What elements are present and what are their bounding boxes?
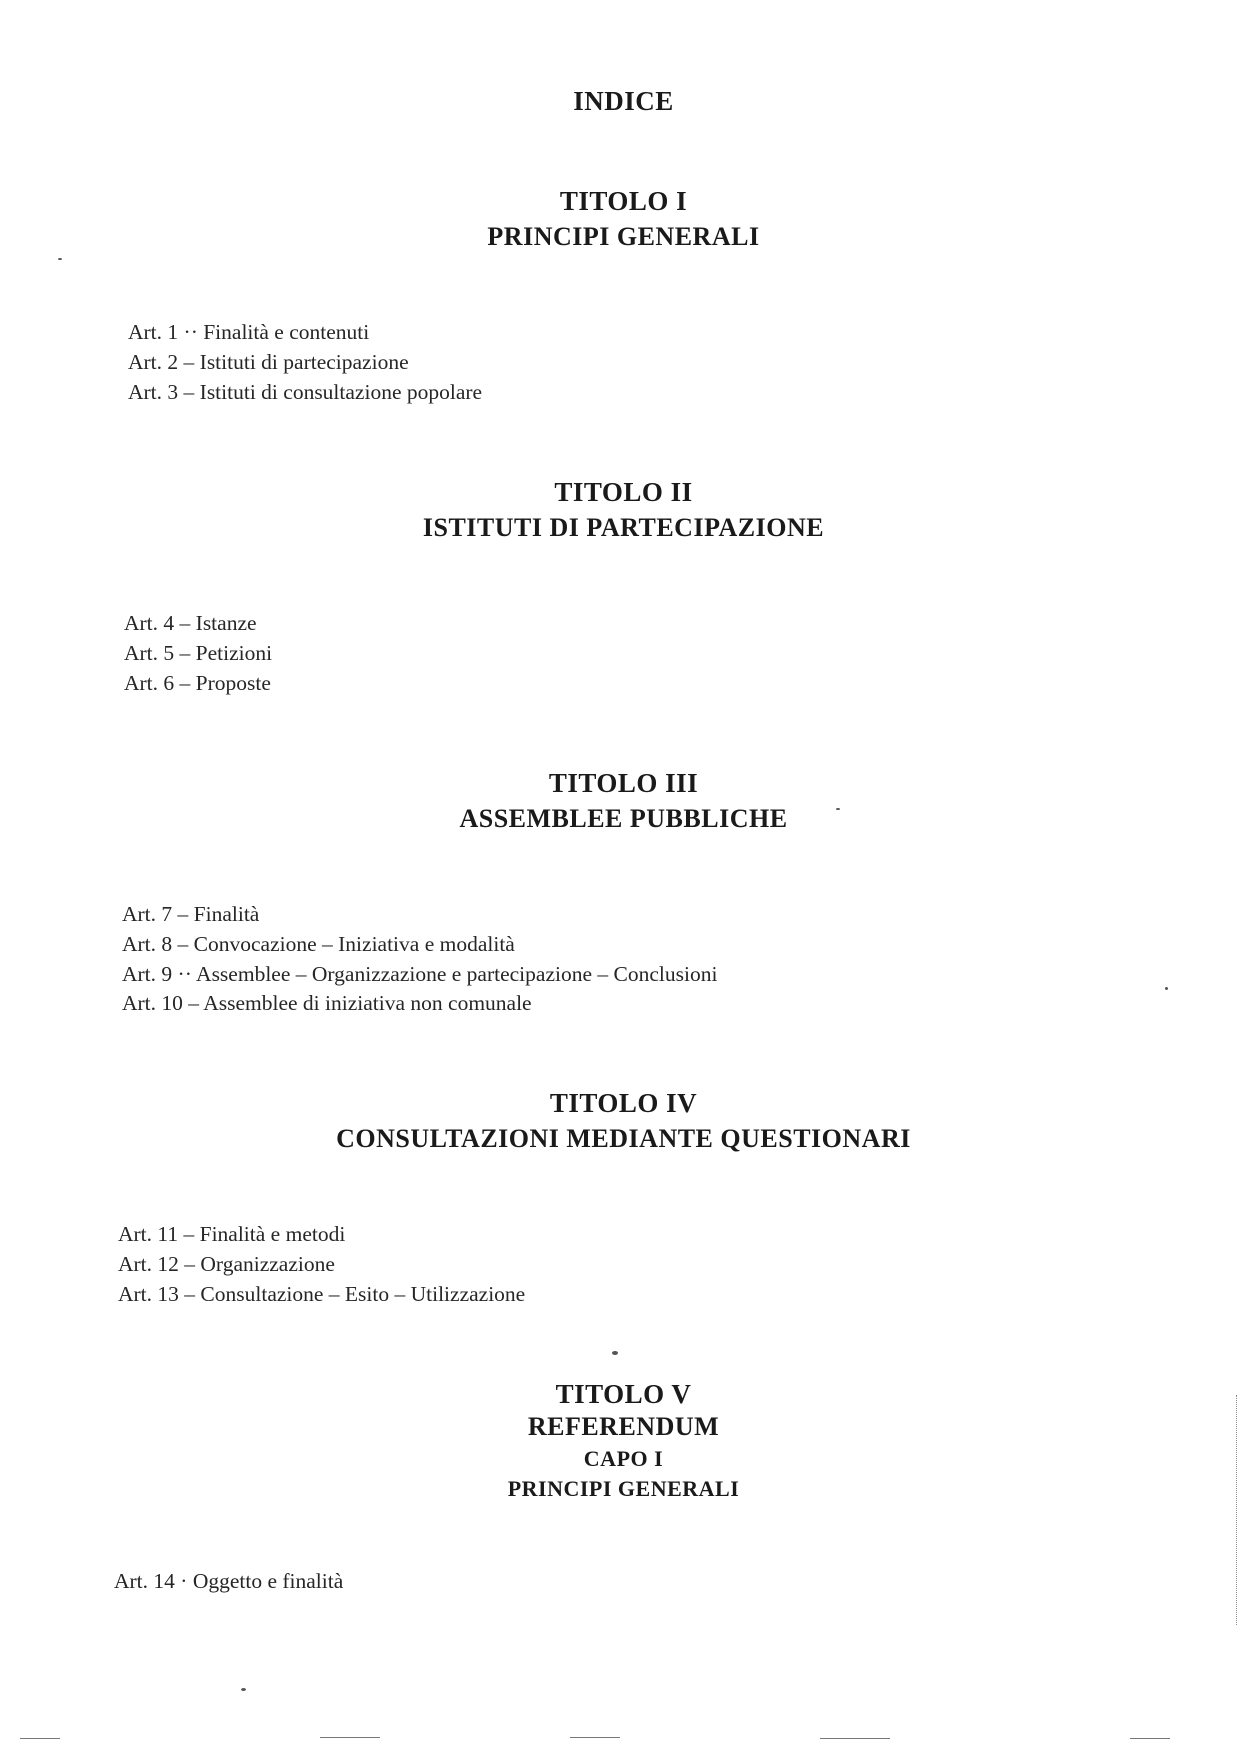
toc-entry-art-13: Art. 13 – Consultazione – Esito – Utilizzazione xyxy=(118,1282,526,1306)
scan-edge-line xyxy=(1236,1395,1238,1625)
scan-speck xyxy=(1165,987,1168,990)
toc-entry-art-14: Art. 14 · Oggetto e finalità xyxy=(114,1569,344,1593)
scan-dash xyxy=(20,1738,60,1739)
capo-1-heading: CAPO I xyxy=(583,1446,664,1471)
toc-entry-art-2: Art. 2 – Istituti di partecipazione xyxy=(128,350,409,374)
titolo-2-name: ISTITUTI DI PARTECIPAZIONE xyxy=(422,513,825,542)
scan-speck xyxy=(58,258,62,260)
toc-entry-art-10: Art. 10 – Assemblee di iniziativa non comunale xyxy=(122,991,532,1015)
scan-dash xyxy=(570,1737,620,1738)
toc-entry-art-11: Art. 11 – Finalità e metodi xyxy=(118,1222,346,1246)
titolo-3-name: ASSEMBLEE PUBBLICHE xyxy=(459,804,788,833)
index-title: INDICE xyxy=(573,86,674,116)
toc-entry-art-9: Art. 9 ·· Assemblee – Organizzazione e partecipazione – Conclusioni xyxy=(122,962,718,986)
titolo-4-heading: TITOLO IV xyxy=(549,1088,698,1118)
titolo-2-heading: TITOLO II xyxy=(554,477,693,507)
toc-entry-art-7: Art. 7 – Finalità xyxy=(122,902,260,926)
titolo-3-heading: TITOLO III xyxy=(548,768,699,798)
capo-1-name: PRINCIPI GENERALI xyxy=(507,1476,740,1501)
scan-dash xyxy=(820,1738,890,1739)
titolo-1-heading: TITOLO I xyxy=(559,186,688,216)
scan-speck xyxy=(836,808,840,810)
scan-speck xyxy=(612,1351,618,1355)
toc-entry-art-1: Art. 1 ·· Finalità e contenuti xyxy=(128,320,370,344)
titolo-5-name: REFERENDUM xyxy=(527,1412,720,1441)
titolo-1-name: PRINCIPI GENERALI xyxy=(487,222,760,251)
scan-dash xyxy=(320,1737,380,1738)
toc-entry-art-8: Art. 8 – Convocazione – Iniziativa e modalità xyxy=(122,932,515,956)
toc-entry-art-5: Art. 5 – Petizioni xyxy=(124,641,273,665)
scan-speck xyxy=(241,1688,246,1691)
scan-dash xyxy=(1130,1738,1170,1739)
titolo-4-name: CONSULTAZIONI MEDIANTE QUESTIONARI xyxy=(336,1124,911,1153)
toc-entry-art-12: Art. 12 – Organizzazione xyxy=(118,1252,335,1276)
toc-entry-art-3: Art. 3 – Istituti di consultazione popolare xyxy=(128,380,483,404)
toc-entry-art-6: Art. 6 – Proposte xyxy=(124,671,271,695)
titolo-5-heading: TITOLO V xyxy=(555,1379,692,1409)
toc-entry-art-4: Art. 4 – Istanze xyxy=(124,611,257,635)
